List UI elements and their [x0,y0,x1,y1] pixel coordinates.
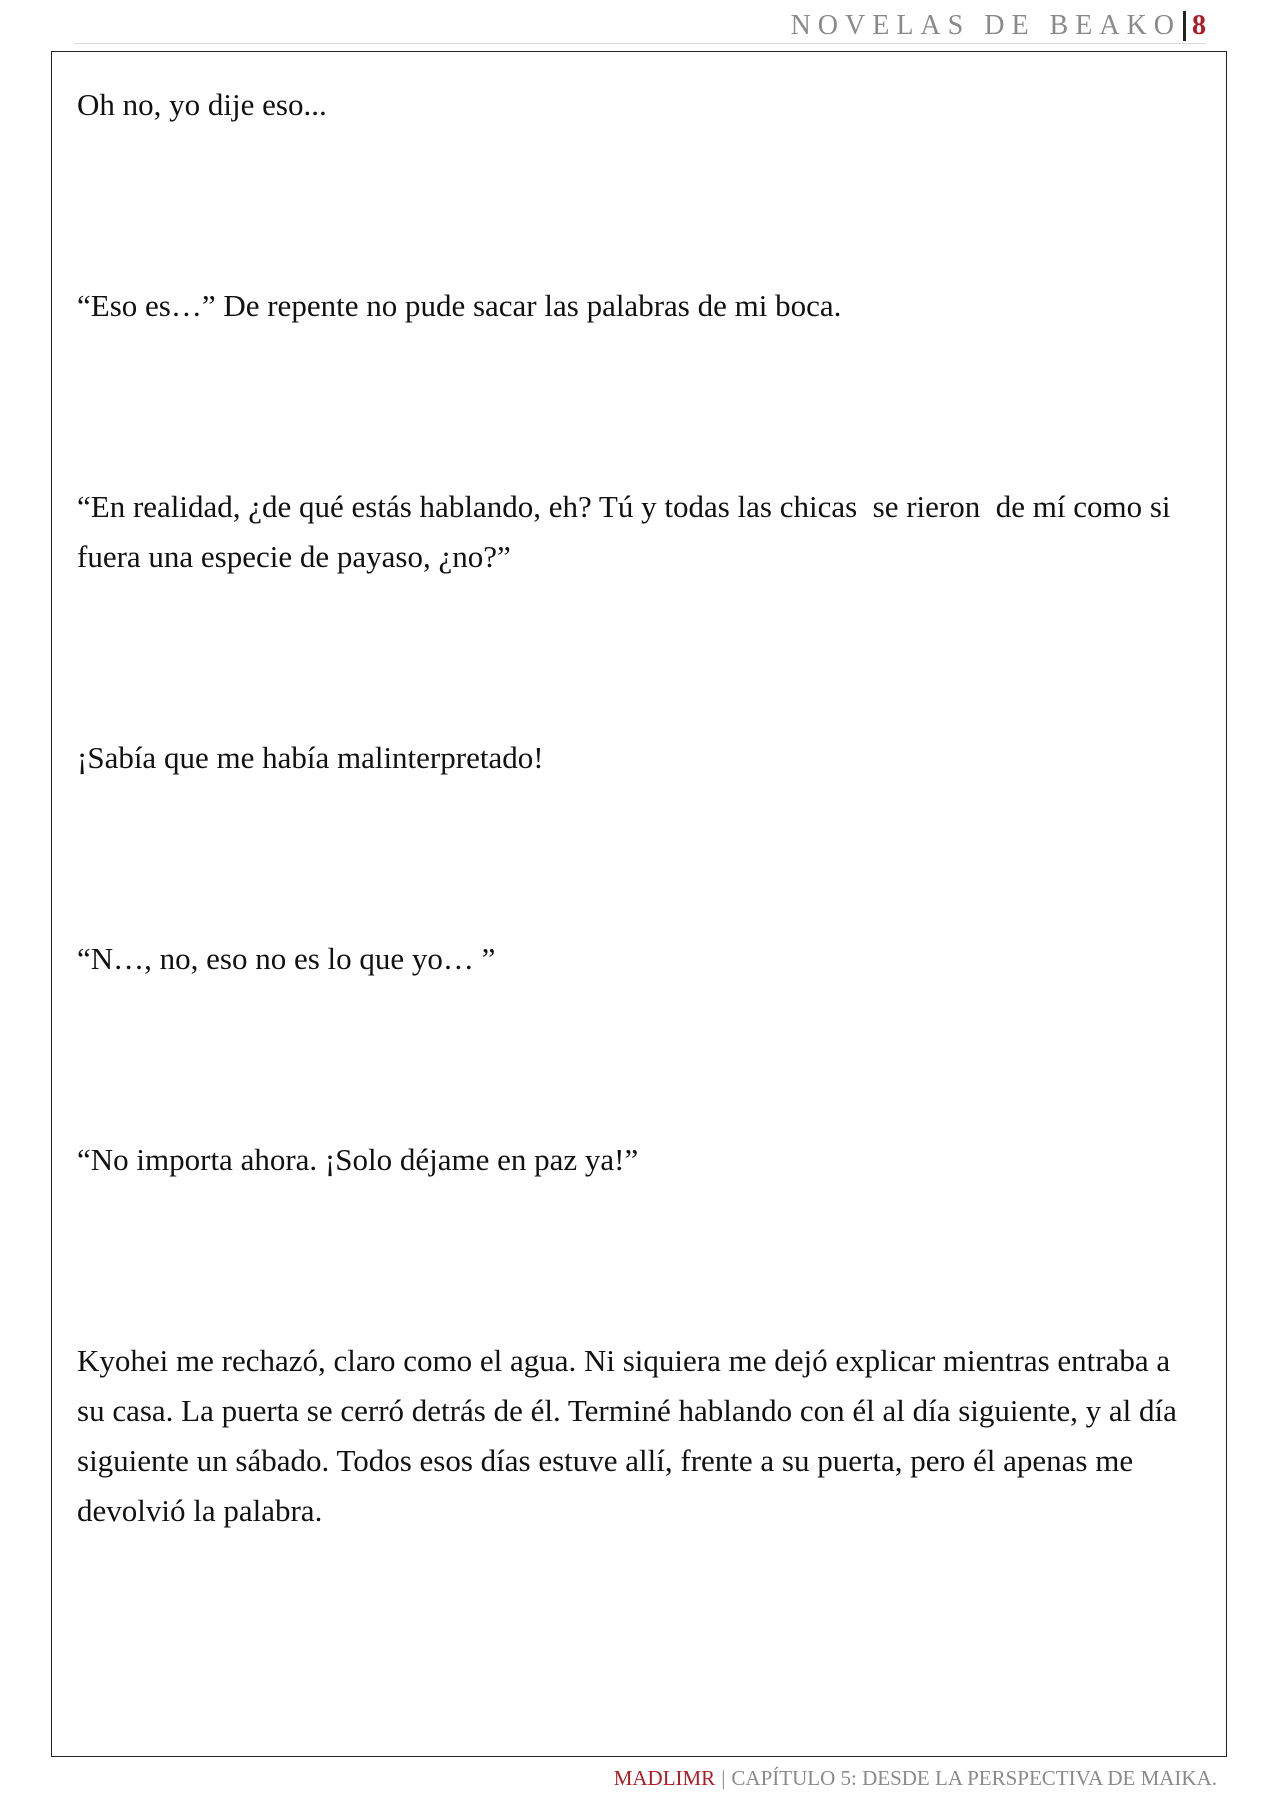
paragraph: “N…, no, eso no es lo que yo… ” [77,941,496,976]
page-footer [614,1760,1217,1796]
header-separator [1183,11,1186,41]
body-text [77,80,1197,1536]
paragraph: “No importa ahora. ¡Solo déjame en paz ya!” [77,1142,639,1177]
header-rule [74,43,1206,44]
footer-chapter: CAPÍTULO 5: DESDE LA PERSPECTIVA DE MAIKA. [731,1765,1217,1790]
paragraph: “Eso es…” De repente no pude sacar las palabras de mi boca. [77,288,842,323]
page-header [791,6,1206,46]
footer-author: MADLIMR [613,1765,716,1790]
paragraph: “En realidad, ¿de qué estás hablando, eh? Tú y todas las chicas se rieron de mí como si fuera una especie de payaso, ¿no?” [77,489,1179,574]
page-number: 8 [1192,10,1206,41]
footer-separator: | [721,1765,726,1790]
paragraph: Kyohei me rechazó, claro como el agua. Ni siquiera me dejó explicar mientras entraba a su casa. La puerta se cerró detrás de él. Terminé hablando con él al día siguiente, y al día siguiente un sábado. Todos esos días estuve allí, frente a su puerta, pero él apenas me devolvió la palabra. [77,1343,1185,1528]
header-title: NOVELAS DE BEAKO [790,10,1181,41]
paragraph: ¡Sabía que me había malinterpretado! [77,740,544,775]
paragraph: Oh no, yo dije eso... [77,87,327,122]
